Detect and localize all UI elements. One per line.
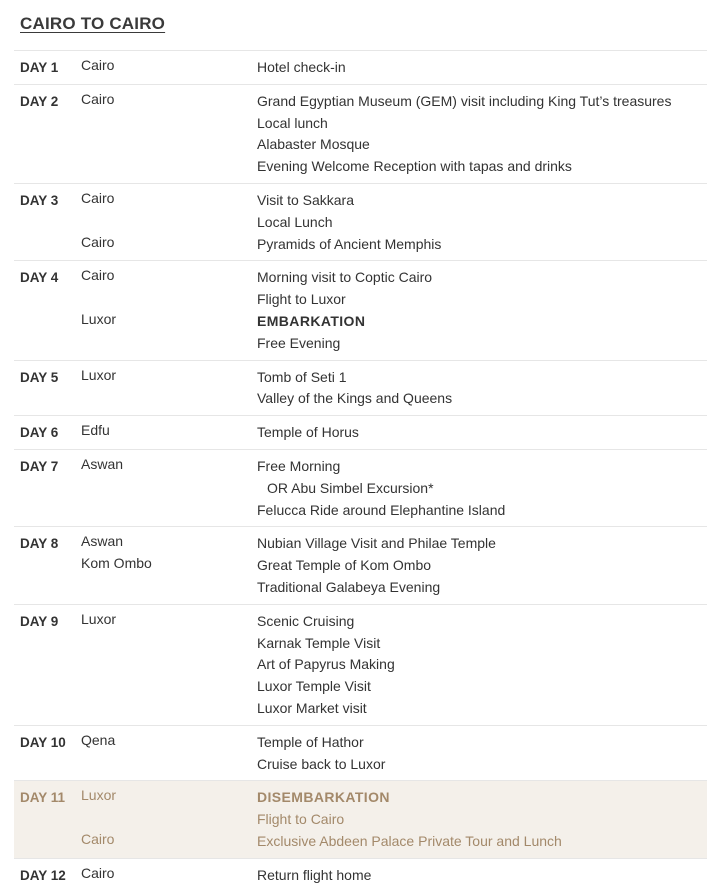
day-label: DAY 3 bbox=[20, 192, 59, 208]
itinerary-line bbox=[14, 189, 707, 211]
itinerary-line bbox=[14, 786, 707, 808]
itinerary-line bbox=[14, 499, 707, 521]
itinerary-line bbox=[14, 697, 707, 719]
day-label: DAY 6 bbox=[20, 425, 59, 441]
itinerary-line bbox=[14, 233, 707, 255]
itinerary-line bbox=[14, 310, 707, 332]
itinerary-line bbox=[14, 675, 707, 697]
activity-text: Local Lunch bbox=[257, 213, 333, 230]
day-label: DAY 9 bbox=[20, 613, 59, 629]
location-label: Aswan bbox=[81, 533, 124, 550]
itinerary-line bbox=[14, 332, 707, 354]
location-label: Luxor bbox=[81, 366, 117, 383]
day-row bbox=[14, 260, 707, 359]
itinerary-line bbox=[14, 808, 707, 830]
itinerary-line bbox=[14, 576, 707, 598]
itinerary-line bbox=[14, 653, 707, 675]
activity-text: OR Abu Simbel Excursion* bbox=[267, 479, 434, 496]
itinerary-line bbox=[14, 554, 707, 576]
day-label: DAY 5 bbox=[20, 369, 59, 385]
day-row bbox=[14, 50, 707, 84]
itinerary-line bbox=[14, 90, 707, 112]
day-row bbox=[14, 725, 707, 781]
activity-text: Evening Welcome Reception with tapas and drinks bbox=[257, 158, 572, 175]
activity-text: Hotel check-in bbox=[257, 59, 346, 75]
activity-text: EMBARKATION bbox=[257, 312, 366, 329]
activity-text: Flight to Luxor bbox=[257, 291, 346, 308]
activity-text: Luxor Market visit bbox=[257, 699, 367, 716]
activity-text: Traditional Galabeya Evening bbox=[257, 578, 441, 595]
activity-text: Return flight home bbox=[257, 866, 372, 883]
itinerary-line bbox=[14, 830, 707, 852]
day-label: DAY 1 bbox=[20, 60, 59, 75]
day-row bbox=[14, 360, 707, 416]
location-label: Edfu bbox=[81, 422, 110, 439]
activity-text: Free Evening bbox=[257, 334, 341, 351]
location-label: Luxor bbox=[81, 787, 117, 804]
location-label: Cairo bbox=[81, 90, 115, 107]
activity-text: Visit to Sakkara bbox=[257, 191, 355, 208]
day-row bbox=[14, 415, 707, 449]
activity-text: Morning visit to Coptic Cairo bbox=[257, 269, 433, 286]
activity-text: Pyramids of Ancient Memphis bbox=[257, 235, 442, 252]
itinerary-line bbox=[14, 288, 707, 310]
day-label: DAY 11 bbox=[20, 790, 66, 806]
activity-text: Scenic Cruising bbox=[257, 612, 355, 629]
activity-text: DISEMBARKATION bbox=[257, 789, 390, 806]
itinerary-line bbox=[14, 366, 707, 388]
itinerary-line bbox=[14, 421, 707, 443]
itinerary-line bbox=[14, 753, 707, 775]
itinerary-line bbox=[14, 112, 707, 134]
location-label: Cairo bbox=[81, 864, 115, 881]
activity-text: Grand Egyptian Museum (GEM) visit including King Tut’s treasures bbox=[257, 92, 672, 109]
day-label: DAY 2 bbox=[20, 93, 59, 109]
activity-text: Flight to Cairo bbox=[257, 811, 345, 828]
day-label: DAY 10 bbox=[20, 734, 66, 750]
itinerary-line bbox=[14, 56, 707, 78]
activity-text: Art of Papyrus Making bbox=[257, 656, 395, 673]
activity-text: Temple of Horus bbox=[257, 424, 359, 441]
day-row bbox=[14, 84, 707, 183]
location-label: Cairo bbox=[81, 830, 115, 847]
itinerary-line bbox=[14, 632, 707, 654]
activity-text: Tomb of Seti 1 bbox=[257, 368, 347, 385]
activity-text: Temple of Hathor bbox=[257, 733, 364, 750]
itinerary-table bbox=[14, 50, 707, 892]
activity-text: Cruise back to Luxor bbox=[257, 755, 386, 772]
activity-text: Luxor Temple Visit bbox=[257, 678, 371, 695]
itinerary-line bbox=[14, 477, 707, 499]
activity-text: Exclusive Abdeen Palace Private Tour and Lunch bbox=[257, 832, 562, 849]
page-title: CAIRO TO CAIRO bbox=[20, 14, 166, 33]
location-label: Luxor bbox=[81, 310, 117, 327]
day-row bbox=[14, 526, 707, 603]
day-label: DAY 8 bbox=[20, 536, 59, 552]
location-label: Cairo bbox=[81, 189, 115, 206]
location-label: Aswan bbox=[81, 455, 124, 472]
activity-text: Free Morning bbox=[257, 457, 341, 474]
location-label: Cairo bbox=[81, 267, 115, 284]
day-row bbox=[14, 858, 707, 892]
location-label: Kom Ombo bbox=[81, 555, 152, 572]
location-label: Qena bbox=[81, 731, 116, 748]
day-label: DAY 4 bbox=[20, 270, 59, 286]
day-row bbox=[14, 604, 707, 725]
location-label: Luxor bbox=[81, 610, 117, 627]
itinerary-line bbox=[14, 532, 707, 554]
itinerary-line bbox=[14, 864, 707, 886]
itinerary-line bbox=[14, 133, 707, 155]
day-row bbox=[14, 183, 707, 260]
location-label: Cairo bbox=[81, 233, 115, 250]
itinerary-line bbox=[14, 211, 707, 233]
itinerary-line bbox=[14, 731, 707, 753]
itinerary-line bbox=[14, 155, 707, 177]
itinerary-line bbox=[14, 610, 707, 632]
activity-text: Alabaster Mosque bbox=[257, 136, 370, 153]
activity-text: Valley of the Kings and Queens bbox=[257, 390, 453, 407]
activity-text: Great Temple of Kom Ombo bbox=[257, 557, 432, 574]
day-row bbox=[14, 449, 707, 526]
location-label: Cairo bbox=[81, 57, 115, 73]
activity-text: Karnak Temple Visit bbox=[257, 634, 381, 651]
day-row bbox=[14, 780, 707, 857]
activity-text: Felucca Ride around Elephantine Island bbox=[257, 501, 506, 518]
day-label: DAY 12 bbox=[20, 867, 66, 883]
itinerary-line bbox=[14, 455, 707, 477]
activity-text: Local lunch bbox=[257, 114, 328, 131]
activity-text: Nubian Village Visit and Philae Temple bbox=[257, 535, 496, 552]
itinerary-line bbox=[14, 387, 707, 409]
itinerary-line bbox=[14, 266, 707, 288]
day-label: DAY 7 bbox=[20, 458, 59, 474]
